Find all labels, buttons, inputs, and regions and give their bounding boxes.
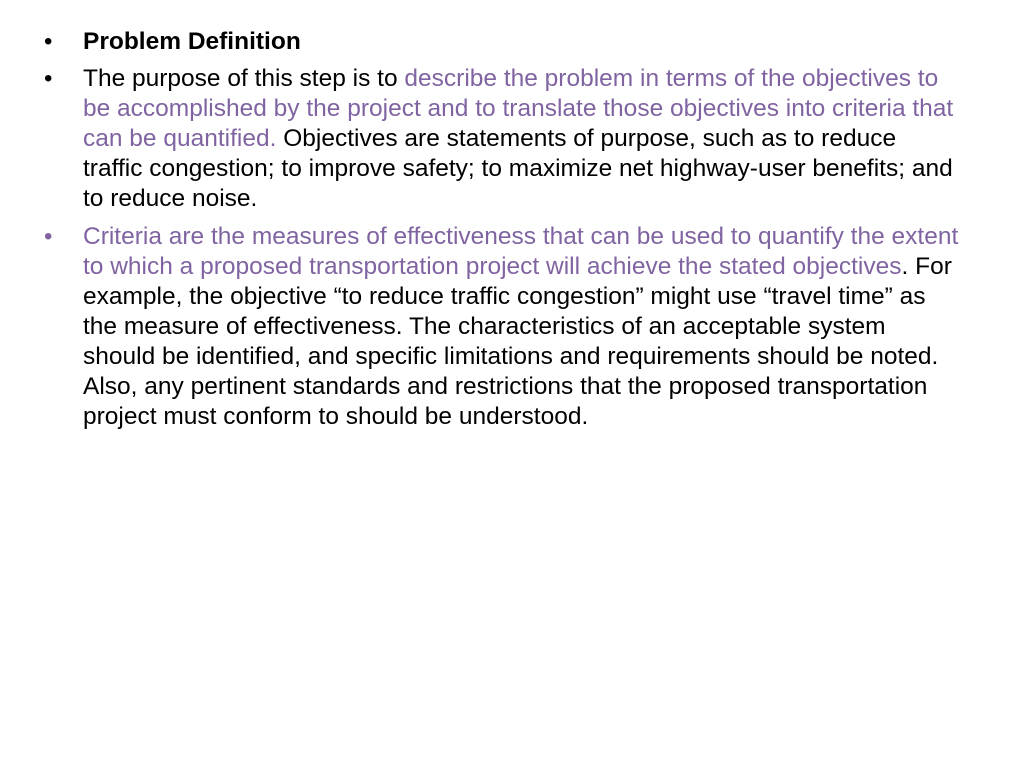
bullet-highlight-text: Criteria are the measures of effectiveness that can be used to quantify the extent to which a proposed transportation project will achieve the stated objectives	[83, 223, 959, 280]
bullet-marker: •	[44, 65, 53, 92]
bullet-heading: Problem Definition	[83, 28, 301, 55]
bullet-marker: •	[44, 28, 53, 55]
bullet-problem-definition	[44, 27, 959, 57]
bullet-list	[44, 27, 959, 439]
bullet-text: The purpose of this step is to	[83, 65, 405, 92]
bullet-purpose	[44, 64, 959, 214]
bullet-highlight-text: describe the problem in terms of the objectives to be accomplished by the project and to translate those objectives into criteria that can be quantified.	[83, 65, 954, 152]
bullet-text: . For example, the objective “to reduce traffic congestion” might use “travel time” as the measure of effectiveness. The characteristics of an acceptable system should be identified, and specific limitations and requirements should be noted. Also, any pertinent standards and restrictions that the proposed transportation project must conform to should be understood.	[83, 253, 952, 430]
bullet-criteria	[44, 222, 959, 432]
bullet-marker: •	[44, 223, 53, 250]
bullet-text: Objectives are statements of purpose, such as to reduce traffic congestion; to improve safety; to maximize net highway-user benefits; and to reduce noise.	[83, 125, 953, 212]
